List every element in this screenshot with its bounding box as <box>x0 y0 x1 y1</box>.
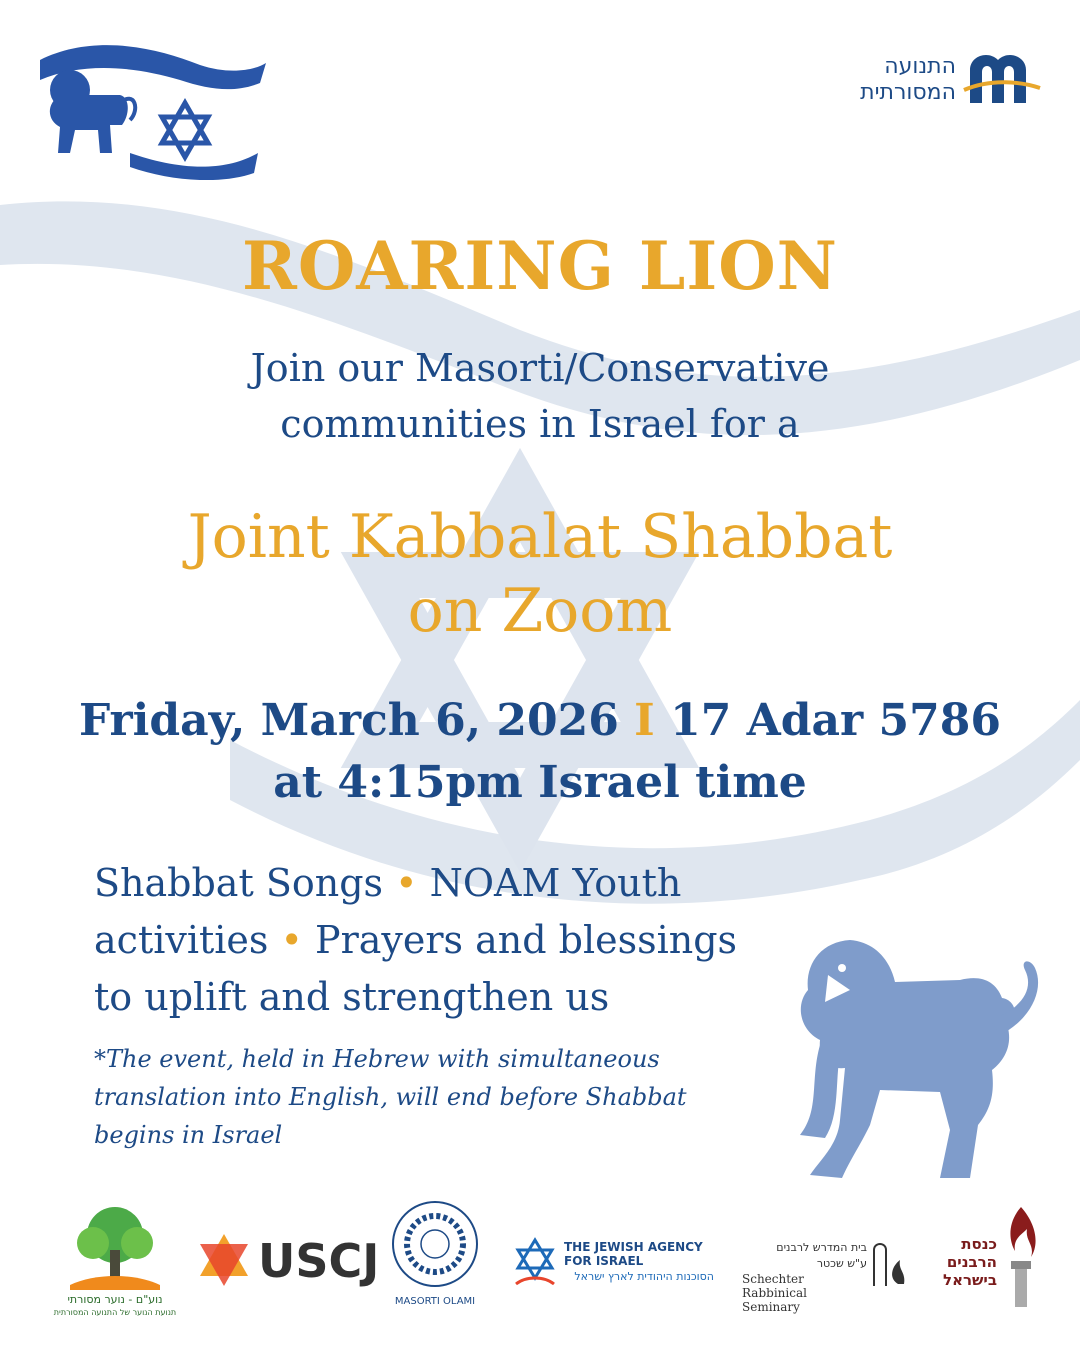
noam-line-2: תנועת הנוער של התנועה המסורתית <box>53 1308 177 1317</box>
bullet-separator: • <box>280 918 303 962</box>
ra-line1: כנסת <box>961 1235 997 1253</box>
activity-songs: Shabbat Songs <box>94 861 384 905</box>
schechter-logo <box>742 1238 922 1314</box>
world-council-seal-icon <box>391 1200 479 1288</box>
logo-hebrew-line1: התנועה <box>884 54 956 79</box>
schechter-he-line2: ע"ש שכטר <box>816 1257 867 1270</box>
tree-icon <box>65 1205 165 1290</box>
note-line-1: *The event, held in Hebrew with simultaneous <box>94 1045 660 1073</box>
masorti-olami-label: MASORTI OLAMI <box>394 1296 476 1307</box>
schechter-he-line1: בית המדרש לרבנים <box>776 1241 867 1254</box>
activity-prayers-part1: Prayers and blessings <box>315 918 738 962</box>
uscj-star-icon <box>196 1232 252 1288</box>
uscj-logo <box>196 1232 380 1292</box>
date-separator: I <box>634 695 655 746</box>
masorti-olami-logo <box>385 1200 485 1320</box>
schechter-flame-icon <box>870 1238 914 1288</box>
jewish-agency-he: הסוכנות היהודית לארץ ישראל <box>574 1270 714 1283</box>
activity-noam-part1: NOAM Youth <box>429 861 682 905</box>
rabbinical-assembly-logo <box>935 1205 1045 1315</box>
logo-hebrew-line2: המסורתית <box>860 80 956 105</box>
jewish-agency-en: THE JEWISH AGENCY FOR ISRAEL <box>564 1240 703 1268</box>
activity-noam-part2: activities <box>94 918 269 962</box>
intro-line-1: Join our Masorti/Conservative <box>250 346 830 390</box>
flag-stripe-bottom <box>130 153 258 180</box>
activity-prayers-part2: to uplift and strengthen us <box>94 975 610 1019</box>
schechter-en-line2: Rabbinical Seminary <box>742 1286 807 1314</box>
event-line-2: on Zoom <box>407 576 673 646</box>
jewish-agency-logo <box>512 1236 722 1296</box>
israel-flag-lion-logo <box>30 35 270 180</box>
lion-icon <box>50 70 135 153</box>
roaring-lion-icon <box>780 920 1050 1190</box>
ra-line2: הרבנים <box>946 1253 997 1271</box>
event-date <box>0 690 1080 814</box>
note-line-3: begins in Israel <box>94 1121 283 1149</box>
note-line-2: translation into English, will end before Shabbat <box>94 1083 687 1111</box>
bullet-separator: • <box>395 861 418 905</box>
jewish-agency-star-icon <box>512 1236 558 1292</box>
intro-text <box>0 340 1080 452</box>
star-of-david-icon <box>162 103 208 157</box>
event-time: at 4:15pm Israel time <box>273 757 807 808</box>
noam-logo <box>40 1205 190 1325</box>
event-note <box>94 1040 734 1154</box>
event-name <box>0 500 1080 648</box>
masorti-emblem-icon <box>962 48 1042 106</box>
event-line-1: Joint Kabbalat Shabbat <box>187 502 893 572</box>
masorti-movement-logo <box>820 48 1050 108</box>
schechter-en-line1: Schechter <box>742 1272 804 1286</box>
page-title: ROARING LION <box>241 227 839 305</box>
torch-icon <box>1001 1205 1041 1310</box>
noam-line-1: נוע"ם - נוער מסורתי <box>67 1293 163 1306</box>
uscj-label: USCJ <box>258 1234 380 1288</box>
date-hebrew: 17 Adar 5786 <box>670 695 1002 746</box>
intro-line-2: communities in Israel for a <box>280 402 800 446</box>
ra-line3: בישראל <box>943 1271 997 1289</box>
activities-list <box>94 855 784 1026</box>
date-gregorian: Friday, March 6, 2026 <box>78 695 619 746</box>
